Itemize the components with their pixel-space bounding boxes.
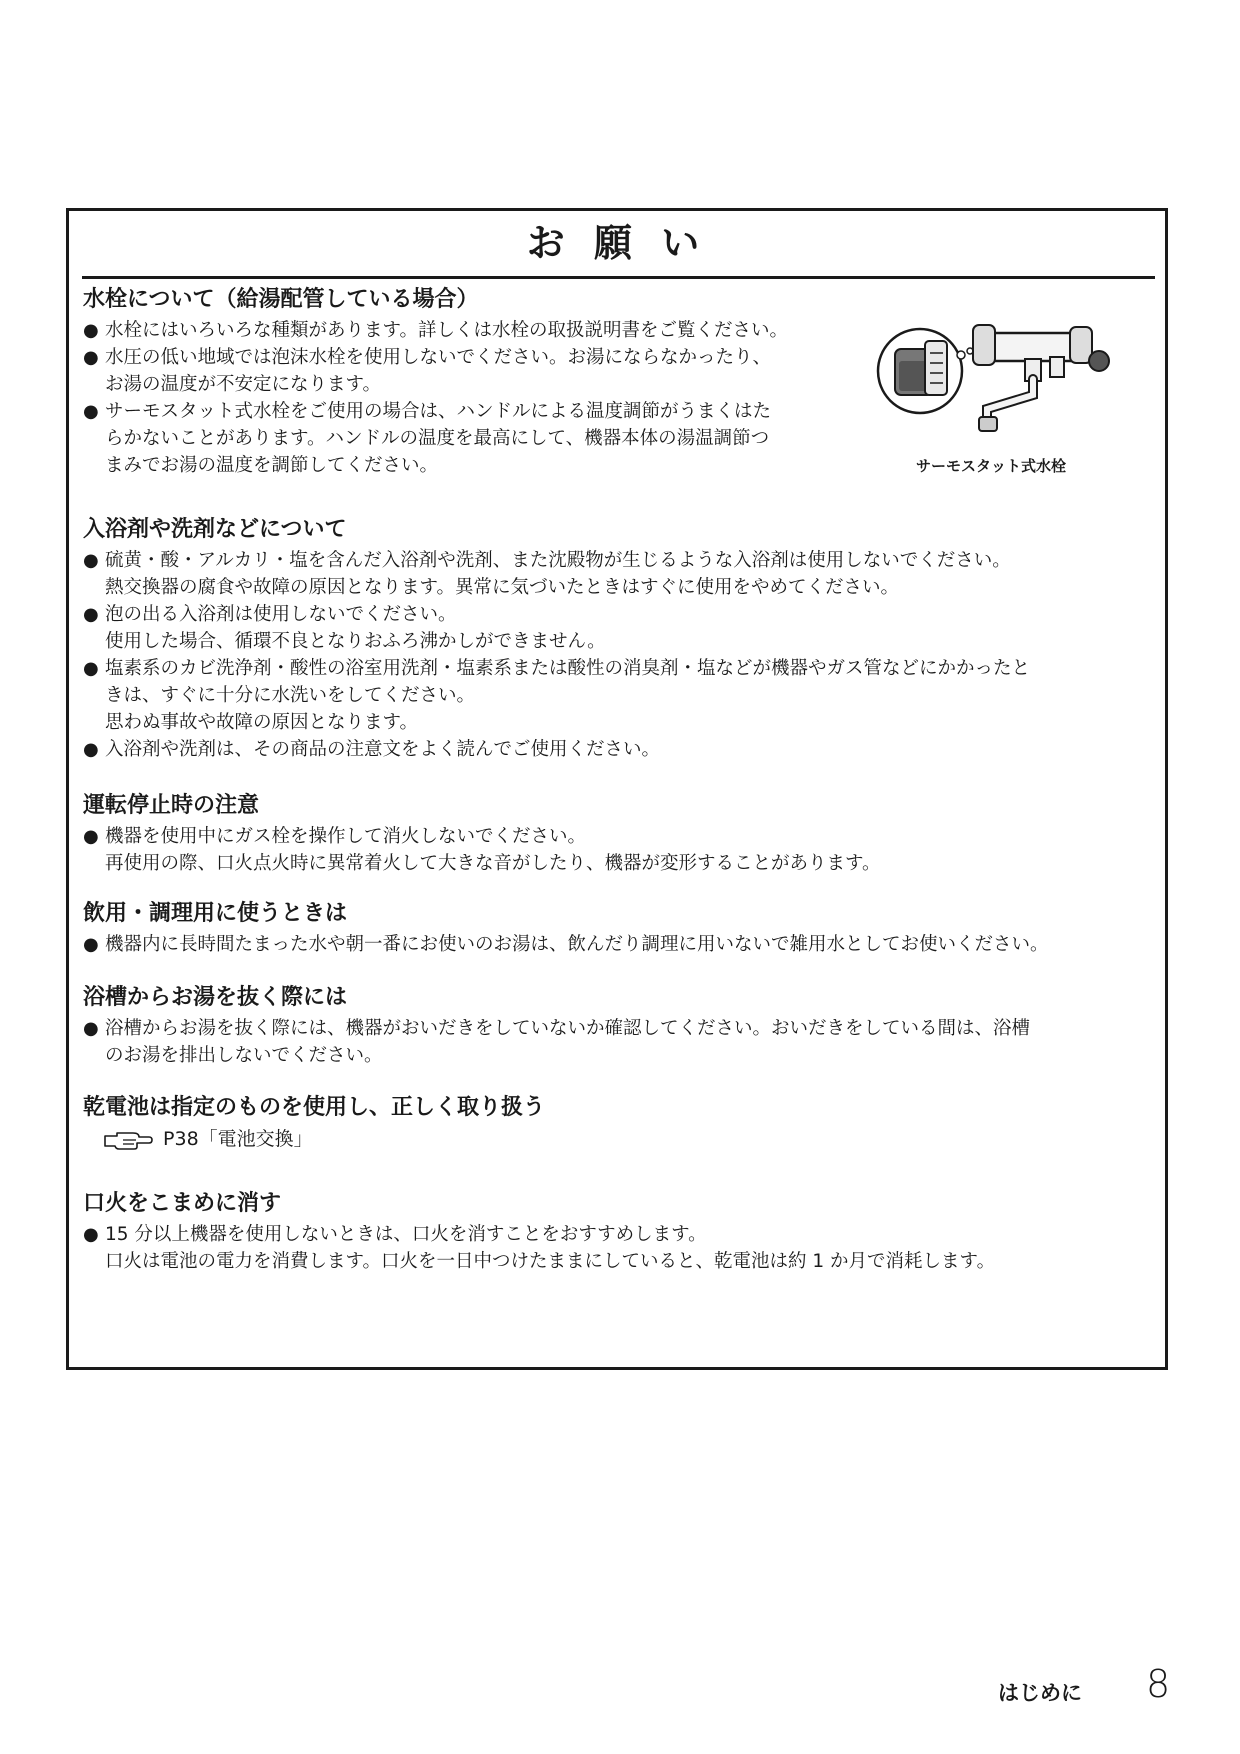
list-item bbox=[83, 823, 1151, 877]
item-text: 水栓にはいろいろな種類があります。詳しくは水栓の取扱説明書をご覧ください。 bbox=[105, 320, 789, 341]
reference-text: P38「電池交換」 bbox=[163, 1128, 313, 1150]
bullet-icon: ● bbox=[83, 550, 99, 571]
section-draining-tub bbox=[83, 981, 1151, 1069]
section-batteries bbox=[83, 1091, 1151, 1153]
item-text: 泡の出る入浴剤は使用しないでください。 bbox=[105, 604, 457, 625]
item-text: 浴槽からお湯を抜く際には、機器がおいだきをしていないか確認してください。おいだきをしている間は、浴槽 bbox=[105, 1018, 1031, 1039]
page-number: 8 bbox=[1146, 1662, 1171, 1706]
item-text: お湯の温度が不安定になります。 bbox=[105, 374, 382, 395]
figure-caption: サーモスタット式水栓 bbox=[915, 457, 1066, 475]
list-item bbox=[83, 547, 1151, 601]
section-shutdown-caution bbox=[83, 789, 1151, 877]
bullet-icon: ● bbox=[83, 401, 99, 422]
section-heading: 運転停止時の注意 bbox=[83, 793, 260, 818]
bullet-icon: ● bbox=[83, 739, 99, 760]
bullet-icon: ● bbox=[83, 658, 99, 679]
notice-title: お 願 い bbox=[526, 221, 708, 265]
list-item bbox=[83, 1221, 1151, 1275]
item-text: 15 分以上機器を使用しないときは、口火を消すことをおすすめします。 bbox=[105, 1224, 707, 1245]
item-text: サーモスタット式水栓をご使用の場合は、ハンドルによる温度調節がうまくはた bbox=[105, 401, 772, 422]
list-item bbox=[83, 601, 1151, 655]
section-heading: 口火をこまめに消す bbox=[83, 1191, 282, 1216]
thermostat-faucet-illustration-icon bbox=[875, 311, 1115, 451]
list-item bbox=[83, 931, 1151, 958]
section-pilot-flame bbox=[83, 1187, 1151, 1275]
section-heading: 飲用・調理用に使うときは bbox=[83, 901, 348, 926]
item-text: らかないことがあります。ハンドルの温度を最高にして、機器本体の湯温調節つ bbox=[105, 428, 770, 449]
item-text: 入浴剤や洗剤は、その商品の注意文をよく読んでご使用ください。 bbox=[105, 739, 661, 760]
section-heading: 乾電池は指定のものを使用し、正しく取り扱う bbox=[83, 1095, 546, 1120]
bullet-icon: ● bbox=[83, 1018, 99, 1039]
item-text: 塩素系のカビ洗浄剤・酸性の浴室用洗剤・塩素系または酸性の消臭剤・塩などが機器やガス管などにかかったと bbox=[105, 658, 1031, 679]
item-text: 使用した場合、循環不良となりおふろ沸かしができません。 bbox=[105, 631, 606, 652]
list-item bbox=[83, 1015, 1151, 1069]
section-heading: 入浴剤や洗剤などについて bbox=[83, 517, 347, 542]
item-text: 口火は電池の電力を消費します。口火を一日中つけたままにしていると、乾電池は約 1 か月で消耗します。 bbox=[105, 1251, 996, 1272]
item-text: のお湯を排出しないでください。 bbox=[105, 1045, 383, 1066]
section-drinking-cooking bbox=[83, 897, 1151, 958]
title-divider bbox=[82, 276, 1155, 279]
page-reference bbox=[83, 1125, 1151, 1153]
bullet-icon: ● bbox=[83, 604, 99, 625]
footer-section-label: はじめに bbox=[998, 1681, 1082, 1705]
pointing-hand-icon bbox=[103, 1129, 153, 1151]
list-item bbox=[83, 655, 1151, 736]
section-bath-additives bbox=[83, 513, 1151, 763]
item-text: 思わぬ事故や故障の原因となります。 bbox=[105, 712, 419, 733]
section-heading: 水栓について（給湯配管している場合） bbox=[83, 287, 479, 312]
item-text: 熱交換器の腐食や故障の原因となります。異常に気づいたときはすぐに使用をやめてください。 bbox=[105, 577, 900, 598]
item-text: きは、すぐに十分に水洗いをしてください。 bbox=[105, 685, 476, 706]
item-text: 水圧の低い地域では泡沫水栓を使用しないでください。お湯にならなかったり、 bbox=[105, 347, 772, 368]
list-item bbox=[83, 736, 1151, 763]
item-text: 機器を使用中にガス栓を操作して消火しないでください。 bbox=[105, 826, 587, 847]
bullet-icon: ● bbox=[83, 1224, 99, 1245]
item-text: 機器内に長時間たまった水や朝一番にお使いのお湯は、飲んだり調理に用いないで雑用水としてお使いください。 bbox=[105, 934, 1049, 955]
thermostat-faucet-figure bbox=[875, 311, 1155, 501]
bullet-icon: ● bbox=[83, 934, 99, 955]
bullet-icon: ● bbox=[83, 320, 99, 341]
notice-box bbox=[66, 208, 1168, 1370]
item-text: 硫黄・酸・アルカリ・塩を含んだ入浴剤や洗剤、また沈殿物が生じるような入浴剤は使用しないでください。 bbox=[105, 550, 1011, 571]
bullet-icon: ● bbox=[83, 347, 99, 368]
item-text: まみでお湯の温度を調節してください。 bbox=[105, 455, 439, 476]
item-text: 再使用の際、口火点火時に異常着火して大きな音がしたり、機器が変形することがあります。 bbox=[105, 853, 881, 874]
bullet-icon: ● bbox=[83, 826, 99, 847]
section-heading: 浴槽からお湯を抜く際には bbox=[83, 985, 348, 1010]
